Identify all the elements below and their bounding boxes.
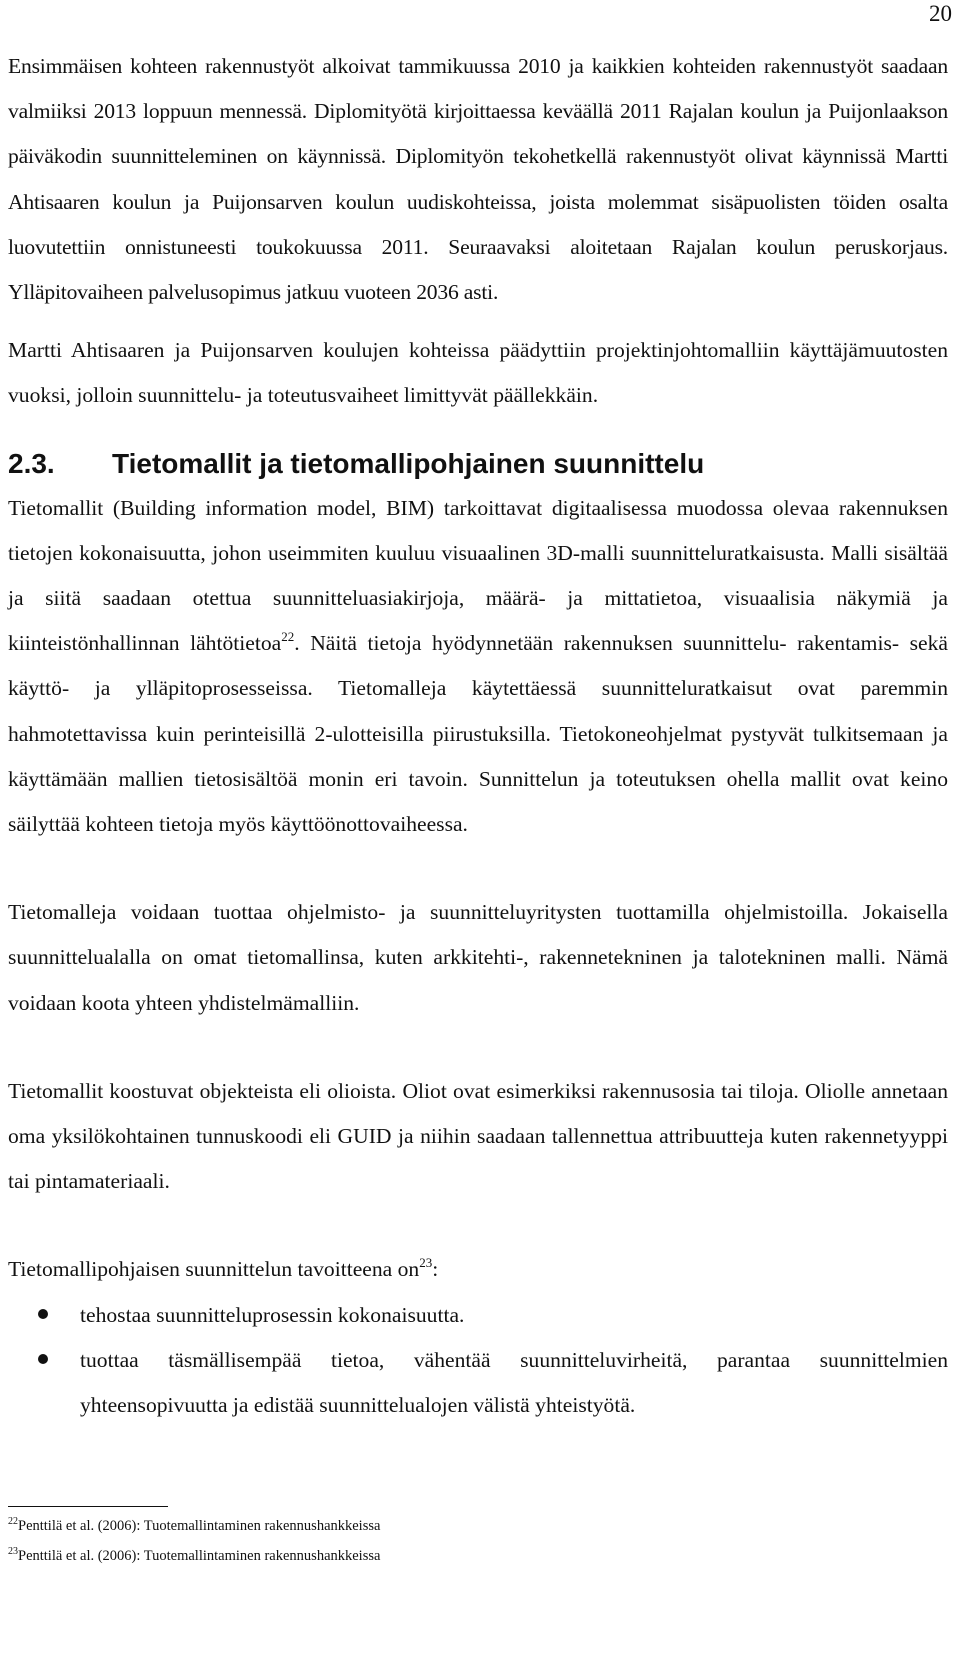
footnote-divider [8,1506,168,1507]
paragraph-bim-software: Tietomalleja voidaan tuottaa ohjelmisto- ja suunnitteluyritysten tuottamilla ohjelmistoilla. Jokaisella suunnittelualalla on omat tietomallinsa, kuten arkkitehti-, rakennetekninen ja talotekninen malli. Nämä voidaan koota yhteen yhdistelmämalliin. [8,900,948,1015]
footnote-23: $^{23}$Penttilä et al. (2006): Tuotemallintaminen rakennushankkeissa [8,1546,381,1564]
paragraph-bim-goals-intro: Tietomallipohjaisen suunnittelun tavoitteena $on^{23}$: [8,1255,439,1282]
section-title: Tietomallit ja tietomallipohjainen suunnittelu [112,447,705,479]
paragraph-project-schedule: Ensimmäisen kohteen rakennustyöt alkoivat tammikuussa 2010 ja kaikkien kohteiden rakennustyöt saadaan valmiiksi 2013 loppuun mennessä. Diplomityötä kirjoittaessa keväällä 2011 Rajalan koulun ja Puijonlaakson päiväkodin suunnitteleminen on käynnissä. Diplomityön tekohetkellä rakennustyöt olivat käynnissä Martti Ahtisaaren koulun ja Puijonsarven koulun uudiskohteissa, joista molemmat sisäpuolisten töiden osalta luovutettiin onnistuneesti toukokuussa 2011. Seuraavaksi aloitetaan Rajalan koulun peruskorjaus. Ylläpitovaiheen palvelusopimus jatkuu vuoteen 2036 asti. [8,54,948,305]
footnotes [8,1506,948,1571]
goals-list [8,1293,948,1429]
list-item: tehostaa suunnitteluprosessin kokonaisuutta. [8,1293,948,1338]
section-heading [8,441,948,486]
footnote-22: $^{22}$Penttilä et al. (2006): Tuotemallintaminen rakennushankkeissa [8,1516,381,1534]
bullet-icon [38,1309,48,1319]
paragraph-bim-objects: Tietomallit koostuvat objekteista eli olioista. Oliot ovat esimerkiksi rakennusosia tai tiloja. Oliolle annetaan oma yksilökohtainen tunnuskoodi eli GUID ja niihin saadaan tallennettua attribuutteja kuten rakennetyyppi tai pintamateriaali. [8,1078,948,1194]
bullet-icon [38,1354,48,1364]
page-number: 20 [929,1,952,26]
footnote-ref-22: 22 [281,629,295,645]
section-number: 2.3. [8,447,55,479]
body-text [8,44,948,1428]
paragraph-bim-definition: Tietomallit (Building information model, BIM) tarkoittavat digitaalisessa muodossa olevaa rakennuksen tietojen kokonaisuutta, johon useimmiten kuuluu visuaalinen 3D-malli suunnitteluratkaisusta. Malli sisältää ja siitä saadaan otettua suunnitteluasiakirjoja, määrä- ja mittatietoa, visuaalisia näkymiä ja kiinteistönhallinnan lähtötietoa$^{22}$. Näitä tietoja hyödynnetään rakennuksen suunnittelu- rakentamis- sekä käyttö- ja ylläpitoprosesseissa. Tietomalleja käytettäessä suunnitteluratkaisut ovat paremmin hahmotettavissa kuin perinteisillä 2-ulotteisilla piirustuksilla. Tietokoneohjelmat pystyvät tulkitsemaan ja käyttämään mallien tietosisältöä monin eri tavoin. Sunnittelun ja toteutuksen ohella mallit ovat keino säilyttää kohteen tietoja myös käyttöönottovaiheessa. [8,495,948,837]
paragraph-project-management-model: Martti Ahtisaaren ja Puijonsarven koulujen kohteissa päädyttiin projektinjohtomalliin käyttäjämuutosten vuoksi, jolloin suunnittelu- ja toteutusvaiheet limittyvät päällekkäin. [8,338,948,408]
footnote-ref-23: 23 [419,1255,433,1271]
list-item: tuottaa täsmällisempää tietoa, vähentää suunnitteluvirheitä, parantaa suunnittelmien yhteensopivuutta ja edistää suunnittelualojen välistä yhteistyötä. [8,1338,948,1428]
